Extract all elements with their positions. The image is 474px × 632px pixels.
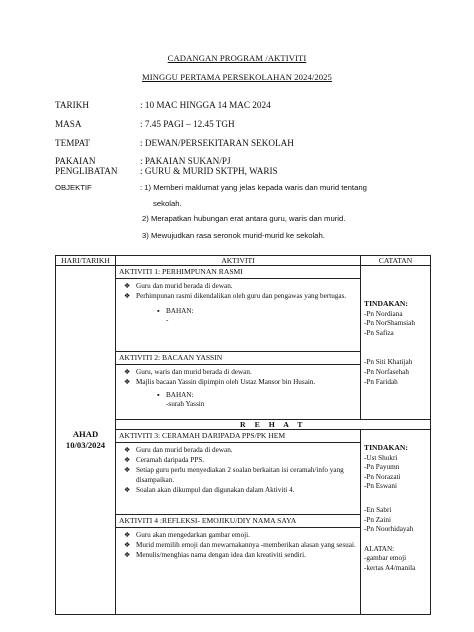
activity-2-body <box>116 365 360 419</box>
catatan-alatan <box>361 537 430 576</box>
catatan-name: -Pn Payumn <box>364 463 400 472</box>
activity-2-title: AKTIVITI 2: BACAAN YASSIN <box>116 352 360 365</box>
diamond-bullet-icon: ❖ <box>124 466 131 475</box>
objektif-line-1: : 1) Memberi maklumat yang jelas kepada waris dan murid tentang <box>140 183 367 192</box>
diamond-bullet-icon: ❖ <box>124 446 131 454</box>
objektif-label: OBJEKTIF <box>55 183 92 192</box>
diamond-bullet-icon: ❖ <box>124 541 131 550</box>
meta-value-masa: : 7.45 PAGI – 12.45 TGH <box>140 119 235 129</box>
list-item: ❖ Soalan akan dikumpul dan digunakan dalam Aktiviti 4. <box>124 485 295 494</box>
diamond-bullet-icon: ❖ <box>124 378 131 387</box>
diamond-bullet-icon: ❖ <box>124 456 131 465</box>
document-title: CADANGAN PROGRAM /AKTIVITI <box>167 53 307 63</box>
day-date: 10/03/2024 <box>65 440 106 450</box>
meta-value-tempat: : DEWAN/PERSEKITARAN SEKOLAH <box>140 138 294 148</box>
tindakan-heading: TINDAKAN: <box>364 443 408 452</box>
meta-value-pakaian: : PAKAIAN SUKAN/PJ <box>140 156 231 166</box>
list-item: ❖ Menulis/menghias nama dengan idea dan kreativiti sendiri. <box>124 551 306 560</box>
catatan-block-1 <box>361 266 430 340</box>
table-row <box>56 266 431 352</box>
list-item: ❖ Perhimpunan rasmi dikendalikan oleh guru dan pengawas yang bertugas. <box>124 292 347 301</box>
activity-1-title: AKTIVITI 1: PERHIMPUNAN RASMI <box>116 266 360 279</box>
header-catatan: CATATAN <box>361 256 431 266</box>
activity-1-body <box>116 279 360 351</box>
catatan-name: -Pn Zaini <box>364 515 391 524</box>
meta-label-tempat: TEMPAT <box>55 138 90 148</box>
activity-4-title: AKTIVITI 4 :REFLEKSI- EMOJIKU/DIY NAMA SAYA <box>116 514 360 528</box>
meta-value-penglibatan: : GURU & MURID SKTPH, WARIS <box>140 166 278 176</box>
meta-label-penglibatan: PENGLIBATAN <box>55 166 118 176</box>
day-cell <box>56 266 116 615</box>
alatan-item: -kertas A4/manila <box>364 563 416 572</box>
document-subtitle: MINGGU PERTAMA PERSEKOLAHAN 2024/2025 <box>142 72 332 82</box>
meta-label-pakaian: PAKAIAN <box>55 156 96 166</box>
rehat-label: R E H A T <box>116 420 431 430</box>
catatan-cell-1 <box>361 266 431 420</box>
tindakan-heading: TINDAKAN: <box>364 299 408 308</box>
catatan-name: -Pn Norazati <box>364 472 401 481</box>
bahan-value: -surah Yassin <box>166 399 205 408</box>
catatan-cell-2 <box>361 430 431 615</box>
list-item: ❖ Guru, waris dan murid berada di dewan. <box>124 368 252 376</box>
list-item: ❖ Ceramah daripada PPS. <box>124 456 205 465</box>
diamond-bullet-icon: ❖ <box>124 368 131 376</box>
list-item: ❖ Guru dan murid berada di dewan. <box>124 282 233 290</box>
day-name: AHAD <box>72 429 99 439</box>
diamond-bullet-icon: ❖ <box>124 485 131 494</box>
list-item: ❖ Guru dan murid berada di dewan. <box>124 446 233 454</box>
catatan-name: -Ust Shukri <box>364 453 398 462</box>
catatan-name: -Pn Noorhidayah <box>364 525 414 534</box>
square-bullet-icon: ▪ <box>157 390 160 399</box>
schedule-table <box>55 255 431 615</box>
header-hari-tarikh: HARI/TARIKH <box>56 256 116 266</box>
catatan-name: -Pn Nordiana <box>364 309 403 318</box>
catatan-name: -Pn NorShamsiah <box>364 319 415 328</box>
catatan-block-2 <box>361 340 430 389</box>
catatan-name: -Pn Safiza <box>364 328 394 337</box>
activity-4-body <box>116 528 360 614</box>
objektif-line-1-cont: sekolah. <box>153 199 182 208</box>
objektif-line-2: 2) Merapatkan hubungan erat antara guru, waris dan murid. <box>142 214 346 223</box>
catatan-name: -Pn Faridah <box>364 377 398 386</box>
activity-cell-3-4 <box>116 430 361 615</box>
activity-cell-2 <box>116 352 361 420</box>
bahan-value: - <box>166 315 169 324</box>
list-item: ❖ Majlis bacaan Yassin dipimpin oleh Ustaz Mansor bin Husain. <box>124 378 316 387</box>
diamond-bullet-icon: ❖ <box>124 531 131 539</box>
list-item: ❖ Guru akan mengedarkan gambar emoji. <box>124 531 250 539</box>
diamond-bullet-icon: ❖ <box>124 292 131 301</box>
meta-value-tarikh: : 10 MAC HINGGA 14 MAC 2024 <box>140 100 271 110</box>
catatan-block-3 <box>361 430 430 494</box>
activity-3-body <box>116 443 360 514</box>
catatan-name: -Pn Siti Khatijah <box>364 358 413 367</box>
alatan-heading: ALATAN: <box>364 544 395 553</box>
catatan-name: -En Sabri <box>364 505 392 514</box>
diamond-bullet-icon: ❖ <box>124 282 131 290</box>
catatan-name: -Pn Eswani <box>364 482 397 491</box>
bahan-item: ▪ BAHAN: <box>157 390 194 399</box>
bahan-item: ▪ BAHAN: <box>157 306 194 315</box>
header-aktiviti: AKTIVITI <box>116 256 361 266</box>
list-item: ❖ Murid memilih emoji dan mewarnakannya -memberikan alasan yang sesuai. <box>124 541 356 550</box>
list-item: ❖ Setiap guru perlu menyediakan 2 soalan berkaitan isi ceramah/info yang disampaikan. <box>124 466 344 484</box>
square-bullet-icon: ▪ <box>157 306 160 315</box>
objektif-line-3: 3) Mewujudkan rasa seronok murid-murid ke sekolah. <box>142 231 325 240</box>
diamond-bullet-icon: ❖ <box>124 551 131 560</box>
catatan-name: -Pn Norfasehah <box>364 367 409 376</box>
alatan-item: -gambar emoji <box>364 554 407 563</box>
table-header-row <box>56 256 431 266</box>
catatan-block-4 <box>361 494 430 537</box>
meta-label-masa: MASA <box>55 119 82 129</box>
activity-cell-1 <box>116 266 361 352</box>
activity-3-title: AKTIVITI 3: CERAMAH DARIPADA PPS/PK HEM <box>116 430 360 443</box>
meta-label-tarikh: TARIKH <box>55 100 89 110</box>
